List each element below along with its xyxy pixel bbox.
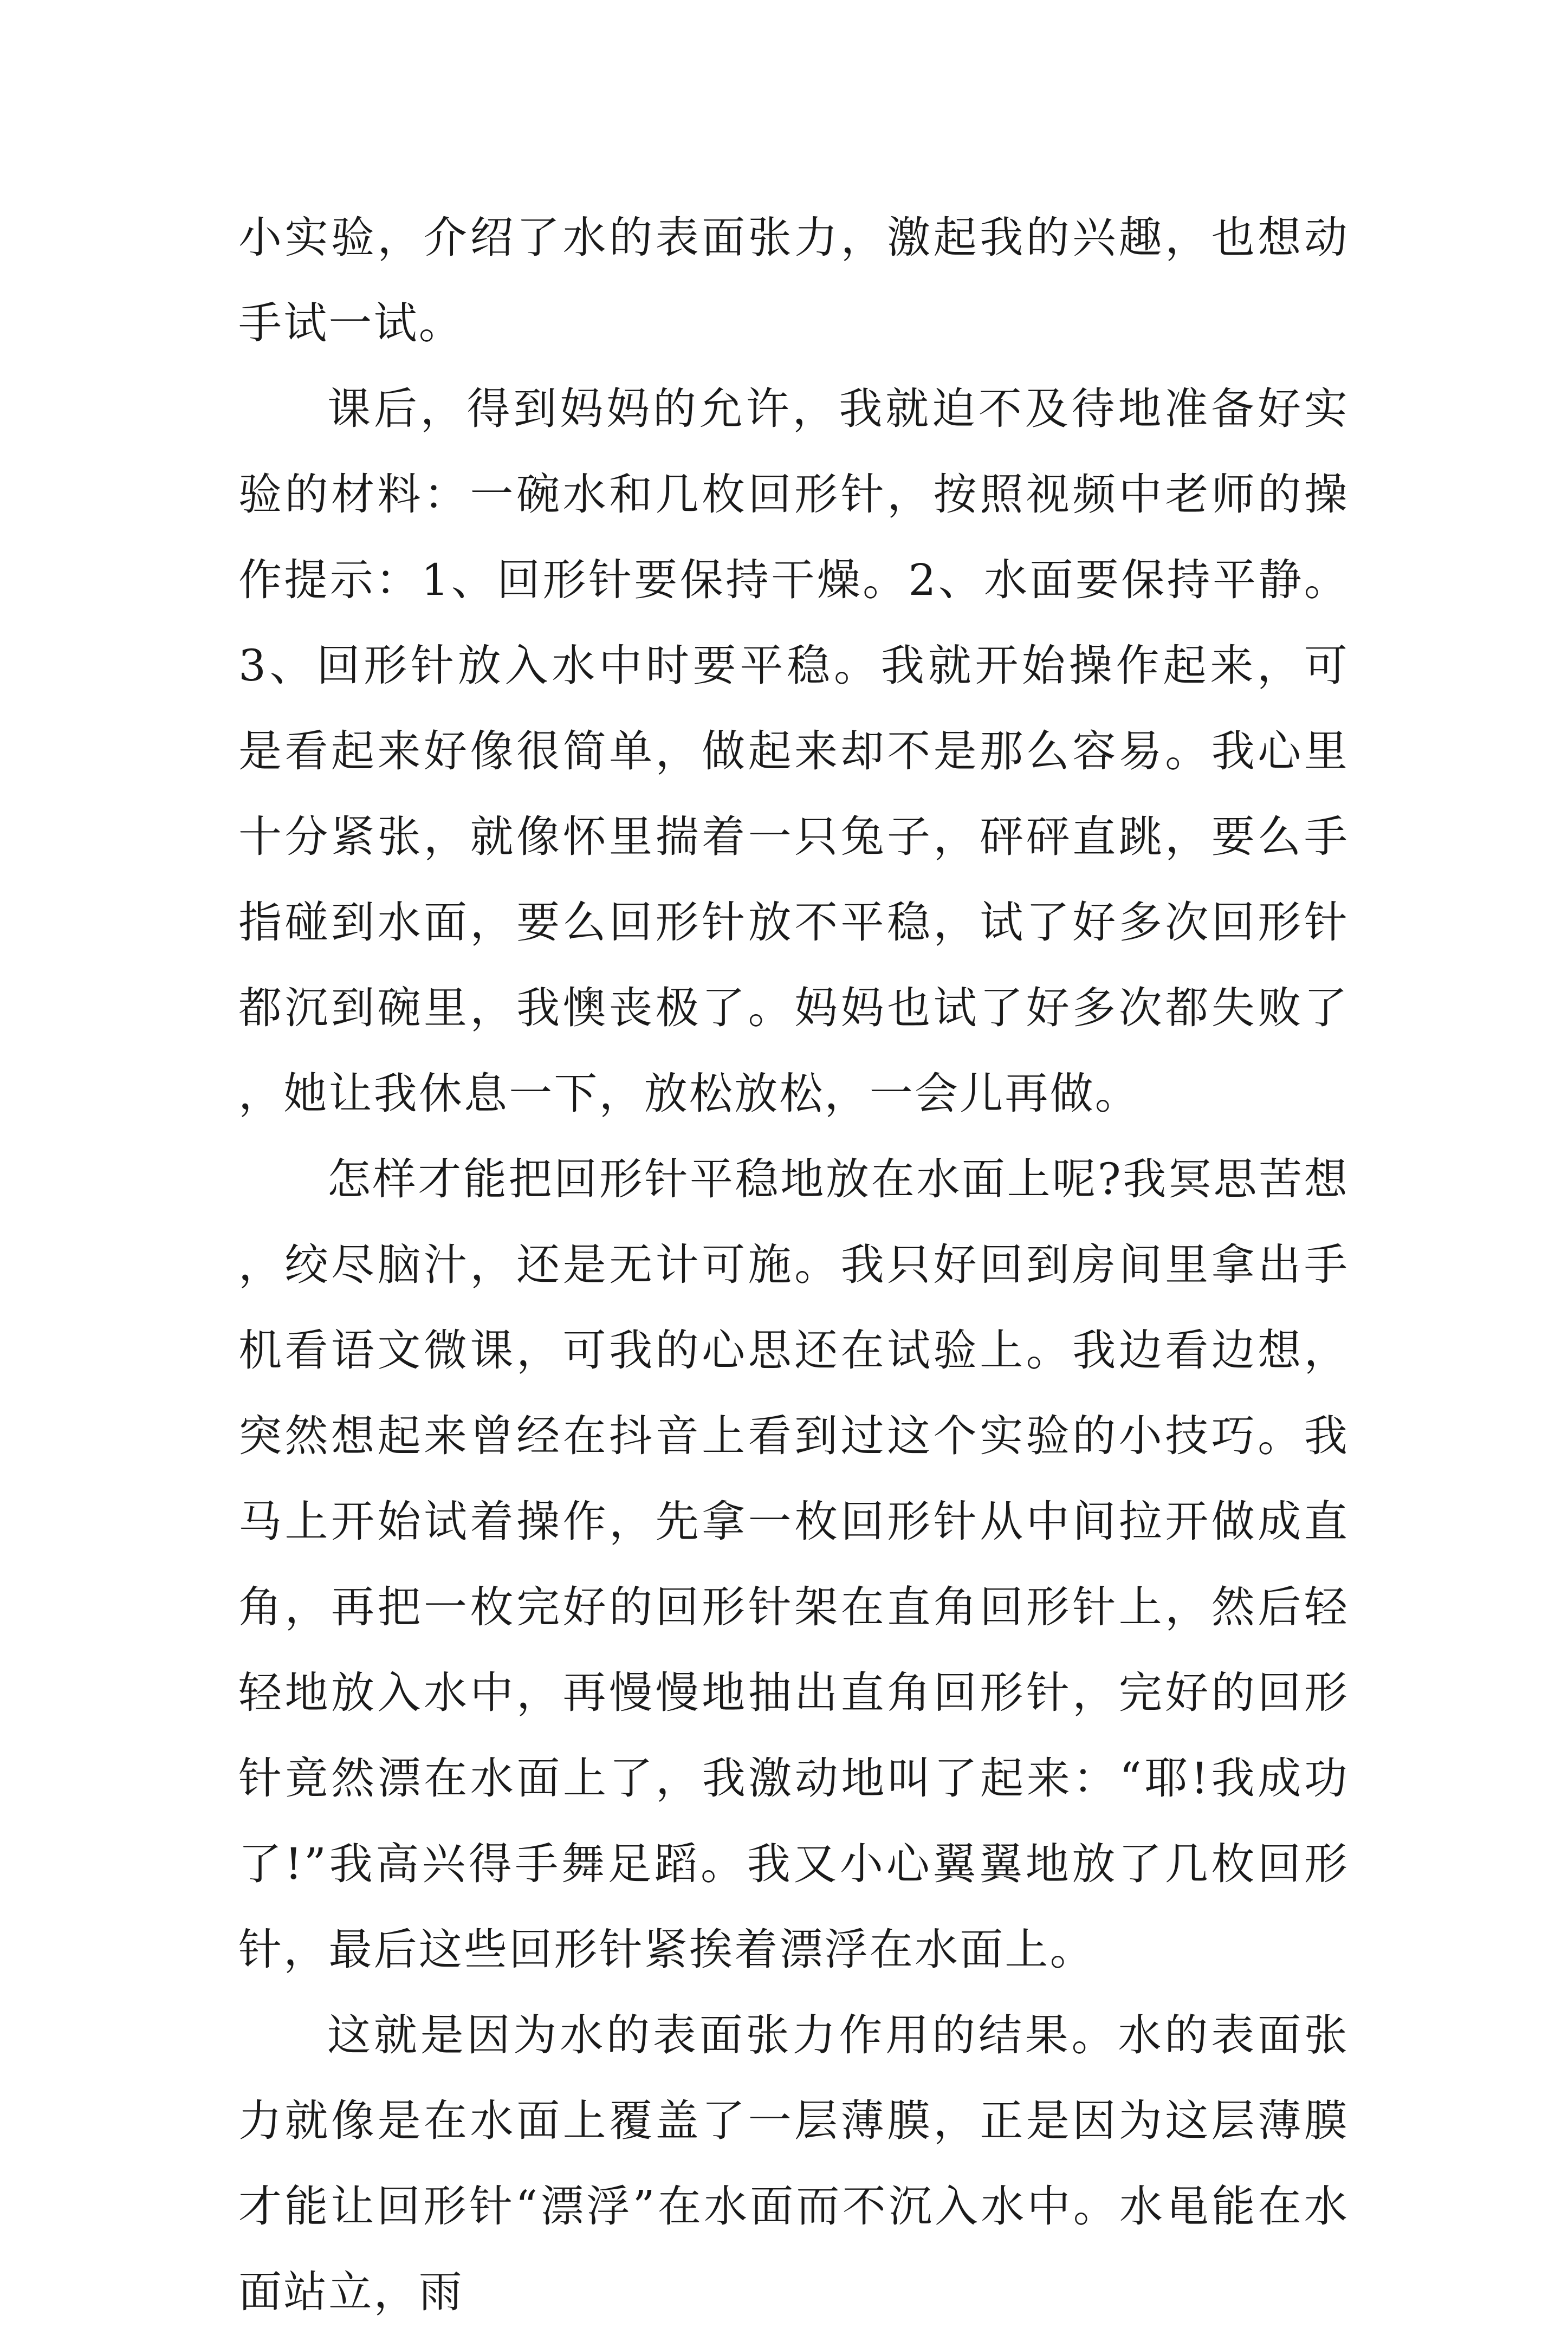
- paragraph-1: 小实验，介绍了水的表面张力，激起我的兴趣，也想动手试一试。: [238, 212, 1349, 348]
- paragraph-3: 怎样才能把回形针平稳地放在水面上呢?我冥思苦想，绞尽脑汁，还是无计可施。我只好回到房间里拿出手机看语文微课，可我的心思还在试验上。我边看边想，突然想起来曾经在抖音上看到过这个实验的小技巧。我马上开始试着操作，先拿一枚回形针从中间拉开做成直角，再把一枚完好的回形针架在直角回形针上，然后轻轻地放入水中，再慢慢地抽出直角回形针，完好的回形针竟然漂在水面上了，我激动地叫了起来：“耶!我成功了!”我高兴得手舞足蹈。我又小心翼翼地放了几枚回形针，最后这些回形针紧挨着漂浮在水面上。: [238, 1154, 1349, 1975]
- paragraph-4: 这就是因为水的表面张力作用的结果。水的表面张力就像是在水面上覆盖了一层薄膜，正是因为这层薄膜才能让回形针“漂浮”在水面而不沉入水中。水黾能在水面站立，雨: [238, 2010, 1349, 2317]
- document-body: [238, 195, 1349, 2335]
- paragraph-2: 课后，得到妈妈的允许，我就迫不及待地准备好实验的材料：一碗水和几枚回形针，按照视频中老师的操作提示：1、回形针要保持干燥。2、水面要保持平静。3、回形针放入水中时要平稳。我就开始操作起来，可是看起来好像很简单，做起来却不是那么容易。我心里十分紧张，就像怀里揣着一只兔子，砰砰直跳，要么手指碰到水面，要么回形针放不平稳，试了好多次回形针都沉到碗里，我懊丧极了。妈妈也试了好多次都失败了，她让我休息一下，放松放松，一会儿再做。: [238, 384, 1349, 1119]
